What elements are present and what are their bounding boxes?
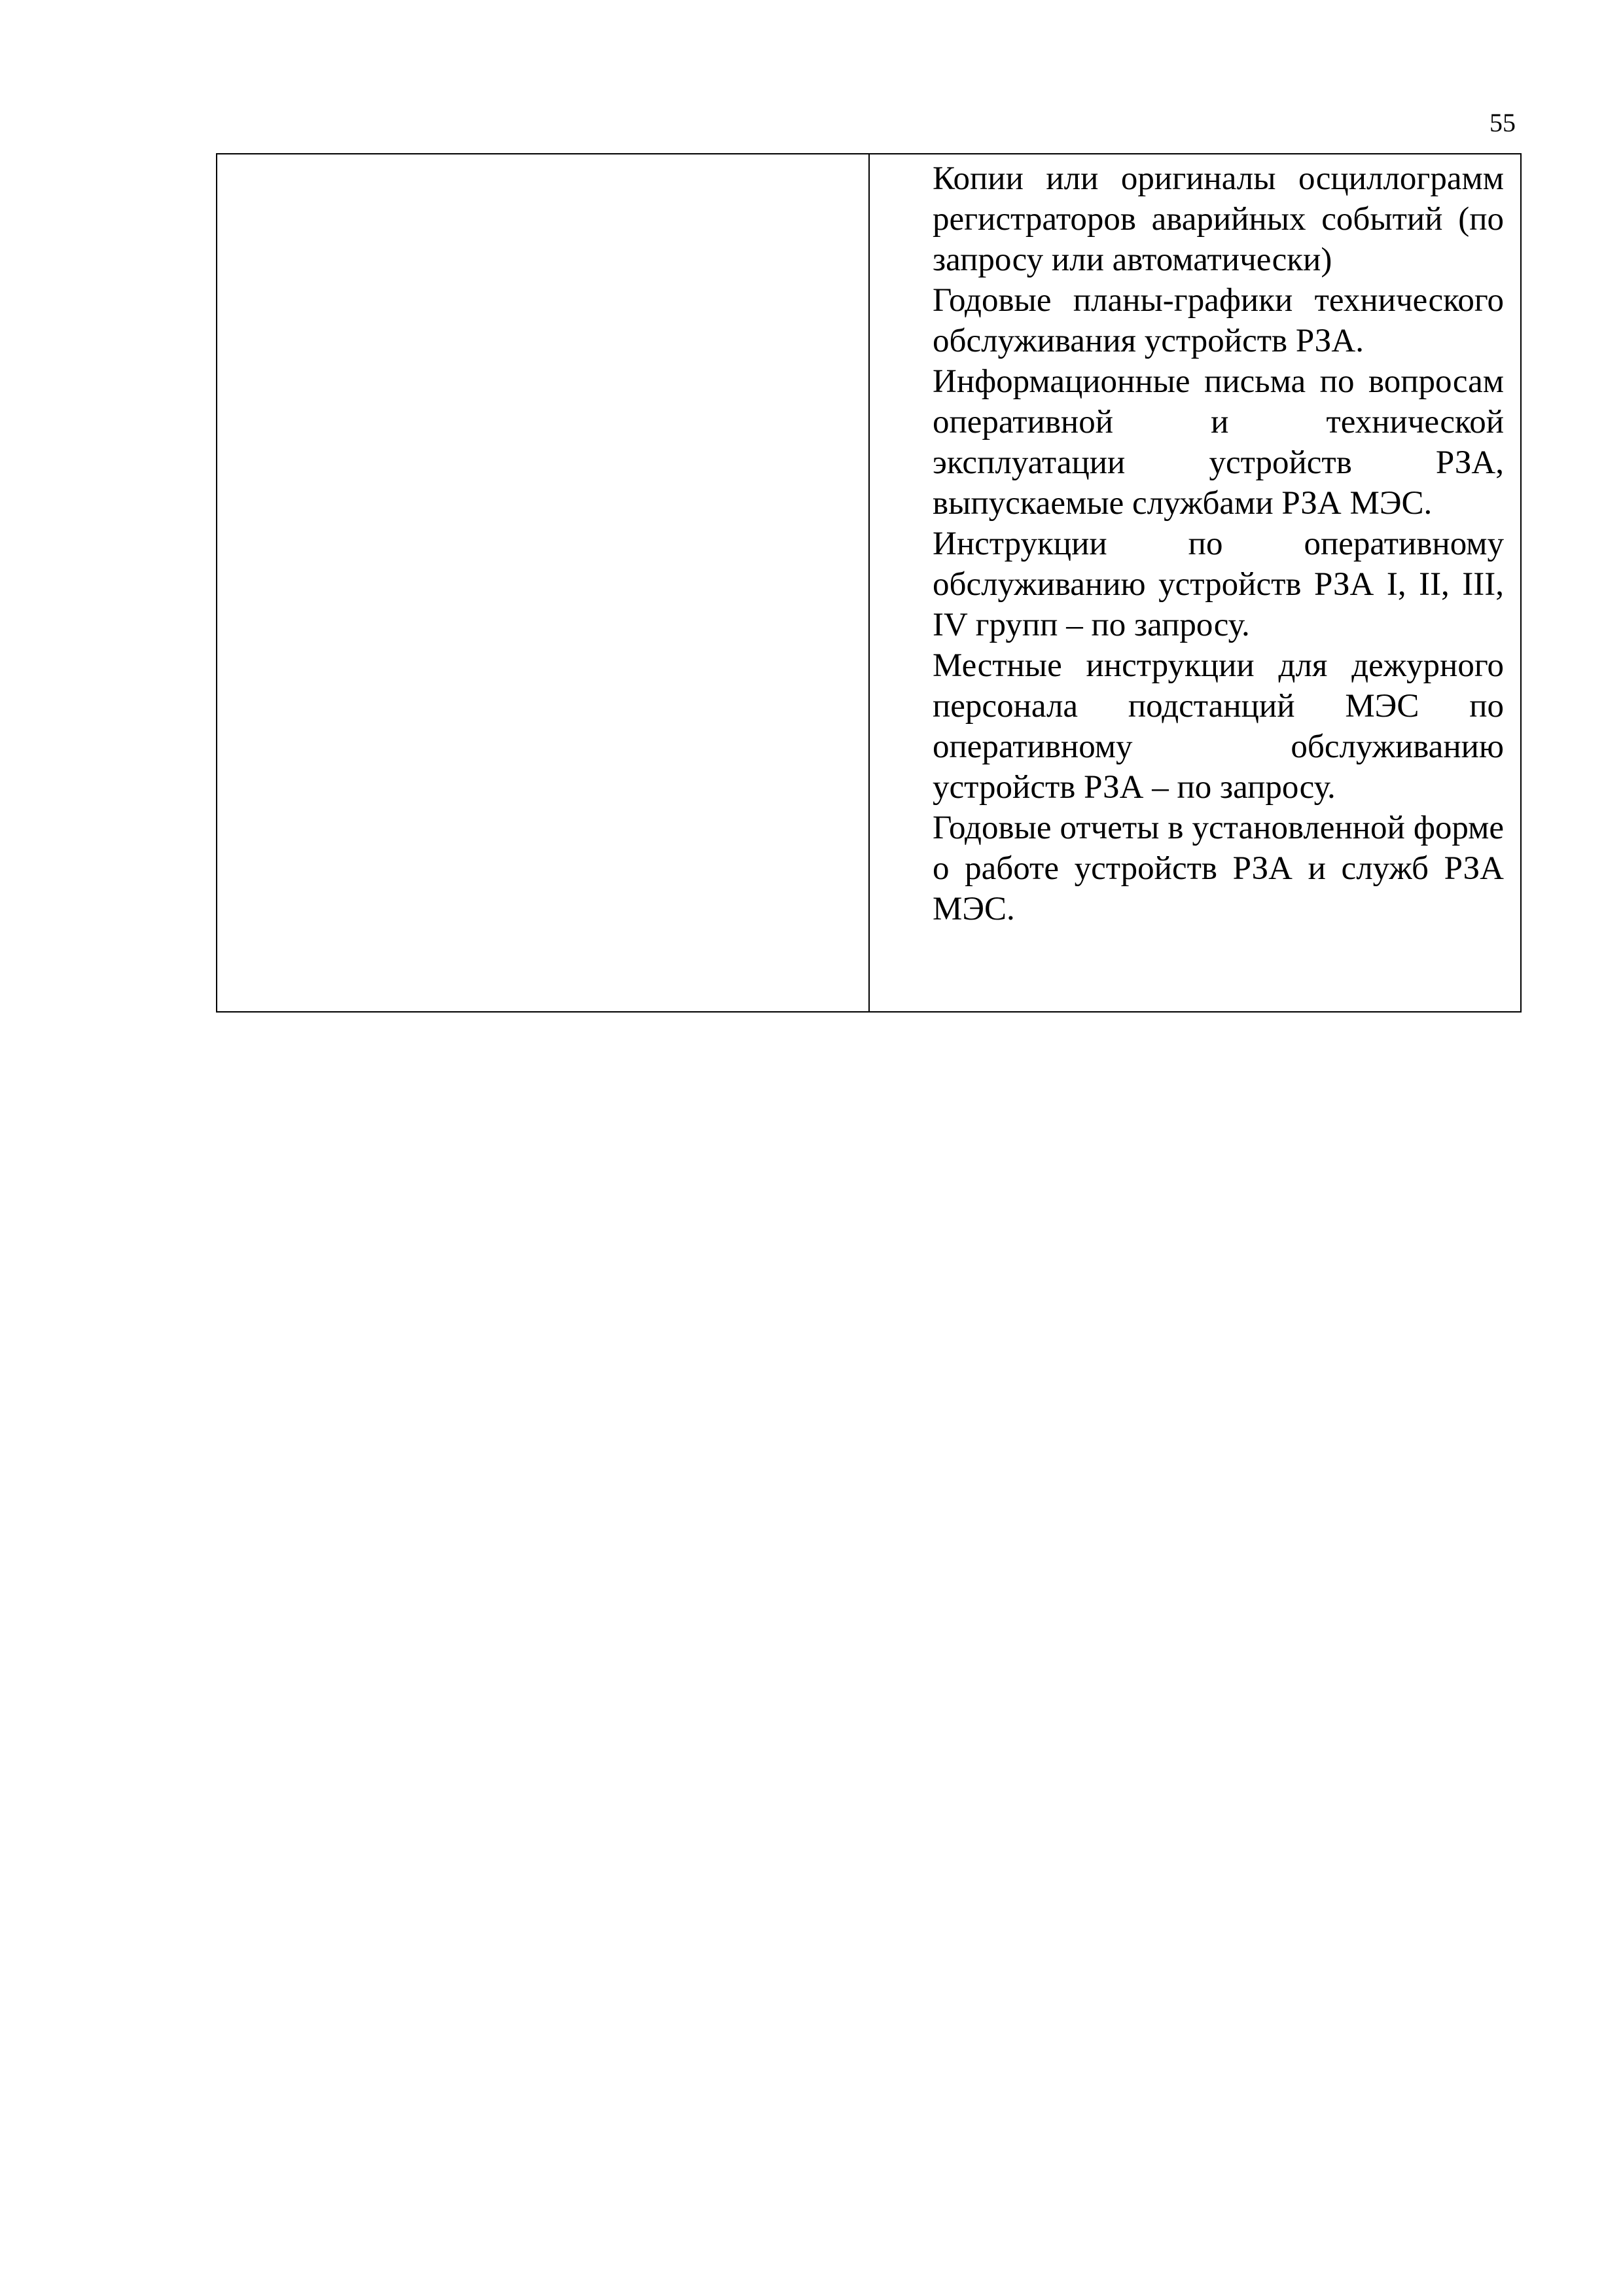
table-cell-left [217, 154, 870, 1011]
list-item: Местные инструкции для дежурного персонала подстанций МЭС по оперативному обслуживанию устройств РЗА – по запросу. [933, 647, 1504, 806]
page-number: 55 [1489, 108, 1516, 137]
list-item: Информационные письма по вопросам оперативной и технической эксплуатации устройств РЗА, выпускаемые службами РЗА МЭС. [933, 363, 1504, 522]
list-item: Годовые отчеты в установленной форме о работе устройств РЗА и служб РЗА МЭС. [933, 810, 1504, 927]
list-item: Копии или оригиналы осциллограмм регистраторов аварийных событий (по запросу или автоматически) [933, 160, 1504, 278]
document-table [216, 153, 1522, 1013]
table-cell-right [870, 154, 1520, 1011]
list-item: Инструкции по оперативному обслуживанию устройств РЗА I, II, III, IV групп – по запросу. [933, 526, 1504, 643]
list-item: Годовые планы-графики технического обслуживания устройств РЗА. [933, 282, 1504, 359]
